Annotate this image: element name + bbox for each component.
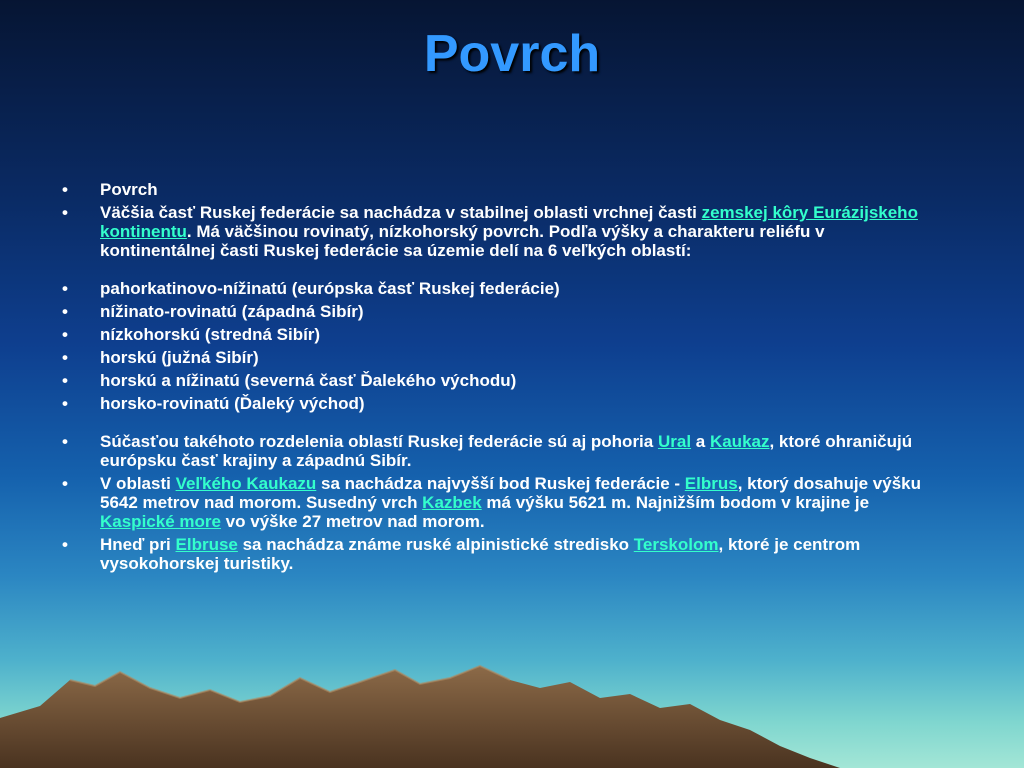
- slide-title: Povrch: [423, 25, 601, 83]
- bullet-item: [62, 203, 942, 260]
- link-kaukaz[interactable]: Kaukaz: [709, 432, 770, 451]
- bullet-text: a: [691, 432, 710, 451]
- bullet-item: [62, 535, 942, 573]
- bullet-text: Povrch: [100, 180, 158, 199]
- bullet-text: vo výške 27 metrov nad morom.: [220, 512, 485, 531]
- bullet-item: [62, 348, 942, 367]
- bullet-item: [62, 325, 942, 344]
- bullet-item: [62, 432, 942, 470]
- bullet-text: sa nachádza známe ruské alpinistické stredisko: [237, 535, 634, 554]
- bullet-text: nízkohorskú (stredná Sibír): [100, 325, 321, 344]
- bullet-text: má výšku 5621 m. Najnižším bodom v krajine je: [481, 493, 870, 512]
- bullet-item: [62, 394, 942, 413]
- bullet-text: horskú a nížinatú (severná časť Ďalekého východu): [100, 371, 517, 390]
- bullet-text: horsko-rovinatú (Ďaleký východ): [100, 394, 365, 413]
- link-elbrus[interactable]: Elbrus: [684, 474, 738, 493]
- bullet-text: V oblasti: [100, 474, 176, 493]
- bullet-text: sa nachádza najvyšší bod Ruskej federácie -: [316, 474, 685, 493]
- link-kazbek[interactable]: Kazbek: [422, 493, 482, 512]
- link-elbruse[interactable]: Elbruse: [175, 535, 238, 554]
- bullet-text: pahorkatinovo-nížinatú (európska časť Ruskej federácie): [100, 279, 560, 298]
- bullet-item: [62, 371, 942, 390]
- bullet-item: [62, 474, 942, 531]
- bullet-list: [62, 180, 942, 573]
- mountain-range: [0, 666, 840, 768]
- slide-body: [62, 180, 942, 577]
- link-terskolom[interactable]: Terskolom: [633, 535, 719, 554]
- bullet-item: [62, 302, 942, 321]
- bullet-text: Hneď pri: [100, 535, 176, 554]
- bullet-text: , ktoré je centrom vysokohorskej turistiky.: [100, 535, 861, 573]
- link-velky-kaukaz[interactable]: Veľkého Kaukazu: [175, 474, 317, 493]
- bullet-item: [62, 279, 942, 298]
- link-ural[interactable]: Ural: [657, 432, 692, 451]
- bullet-text: horskú (južná Sibír): [100, 348, 259, 367]
- bullet-item: [62, 180, 942, 199]
- mountains-illustration: [0, 658, 1024, 768]
- bullet-text: Súčasťou takéhoto rozdelenia oblastí Ruskej federácie sú aj pohoria: [100, 432, 658, 451]
- bullet-text: nížinato-rovinatú (západná Sibír): [100, 302, 364, 321]
- link-kaspicke-more[interactable]: Kaspické more: [100, 512, 221, 531]
- bullet-text: , ktorý dosahuje výšku 5642 metrov nad morom. Susedný vrch: [100, 474, 921, 512]
- bullet-text: . Má väčšinou rovinatý, nízkohorský povrch. Podľa výšky a charakteru reliéfu v kontinentálnej časti Ruskej federácie sa územie delí na 6 veľkých oblastí:: [100, 222, 825, 260]
- link-zemska-kora[interactable]: zemskej kôry Eurázijskeho kontinentu: [100, 203, 918, 241]
- bullet-text: Väčšia časť Ruskej federácie sa nachádza v stabilnej oblasti vrchnej časti: [100, 203, 702, 222]
- bullet-text: , ktoré ohraničujú európsku časť krajiny a západnú Sibír.: [100, 432, 913, 470]
